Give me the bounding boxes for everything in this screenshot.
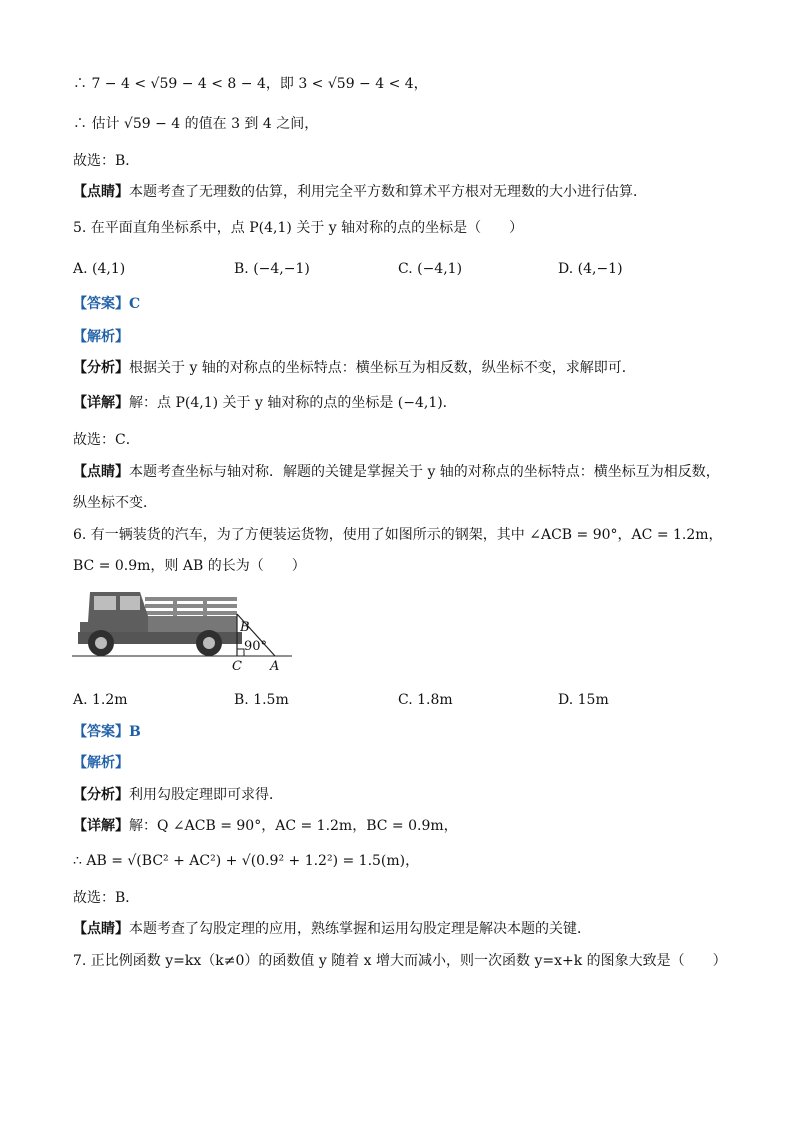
q5-option-b: B. (−4,−1) xyxy=(234,261,310,277)
q5-option-a: A. (4,1) xyxy=(73,261,126,277)
figure-label-a: A xyxy=(270,659,280,674)
figure-label-c: C xyxy=(232,659,242,674)
q5-option-d: D. (4,−1) xyxy=(558,261,623,277)
line-estimate: ∴ 估计 √59 − 4 的值在 3 到 4 之间， xyxy=(73,116,319,132)
q5-dianjing-2: 纵坐标不变． xyxy=(73,495,157,511)
q6-formula: ∴ AB = √(BC² + AC²) + √(0.9² + 1.2²) = 1.5(m)， xyxy=(73,853,420,869)
q5-option-c: C. (−4,1) xyxy=(398,261,463,277)
q6-fenxi: 【分析】利用勾股定理即可求得． xyxy=(73,787,283,803)
q5-dianjing-1: 【点睛】本题考查坐标与轴对称．解题的关键是掌握关于 y 轴的对称点的坐标特点：横坐标互为相反数， xyxy=(73,464,720,480)
figure-label-b: B xyxy=(240,620,250,635)
q6-option-b: B. 1.5m xyxy=(234,692,289,708)
q6-dianjing: 【点睛】本题考查了勾股定理的应用，熟练掌握和运用勾股定理是解决本题的关键． xyxy=(73,921,591,937)
q6-option-d: D. 15m xyxy=(558,692,609,708)
figure-label-angle: 90° xyxy=(244,639,268,654)
q6-option-a: A. 1.2m xyxy=(73,692,128,708)
q6-answer: 【答案】B xyxy=(73,724,141,740)
question-6-line-2: BC = 0.9m，则 AB 的长为（ ） xyxy=(73,558,306,574)
q6-jiexi: 【解析】 xyxy=(73,755,129,771)
question-6-line-1: 6. 有一辆装货的汽车，为了方便装运货物，使用了如图所示的钢架，其中 ∠ACB = 90°，AC = 1.2m， xyxy=(73,527,723,543)
q5-jiexi: 【解析】 xyxy=(73,329,129,345)
q5-choose: 故选：C． xyxy=(73,432,140,448)
q5-xiangjie: 【详解】解：点 P(4,1) 关于 y 轴对称的点的坐标是 (−4,1)． xyxy=(73,395,457,411)
truck-figure xyxy=(70,586,300,676)
question-5: 5. 在平面直角坐标系中，点 P(4,1) 关于 y 轴对称的点的坐标是（ ） xyxy=(73,220,524,236)
question-7: 7. 正比例函数 y=kx（k≠0）的函数值 y 随着 x 增大而减小，则一次函数 y=x+k 的图象大致是（ ） xyxy=(73,953,727,969)
q6-choose: 故选：B． xyxy=(73,890,140,906)
line-inequality: ∴ 7 − 4 < √59 − 4 < 8 − 4，即 3 < √59 − 4 < 4， xyxy=(73,76,428,92)
q6-xiangjie: 【详解】解：Q ∠ACB = 90°，AC = 1.2m，BC = 0.9m， xyxy=(73,818,458,834)
q5-answer: 【答案】C xyxy=(73,296,141,312)
line-choose-b: 故选：B． xyxy=(73,153,140,169)
line-dianjing-4: 【点睛】本题考查了无理数的估算，利用完全平方数和算术平方根对无理数的大小进行估算． xyxy=(73,184,647,200)
q6-option-c: C. 1.8m xyxy=(398,692,453,708)
q5-fenxi: 【分析】根据关于 y 轴的对称点的坐标特点：横坐标互为相反数，纵坐标不变，求解即可． xyxy=(73,360,636,376)
